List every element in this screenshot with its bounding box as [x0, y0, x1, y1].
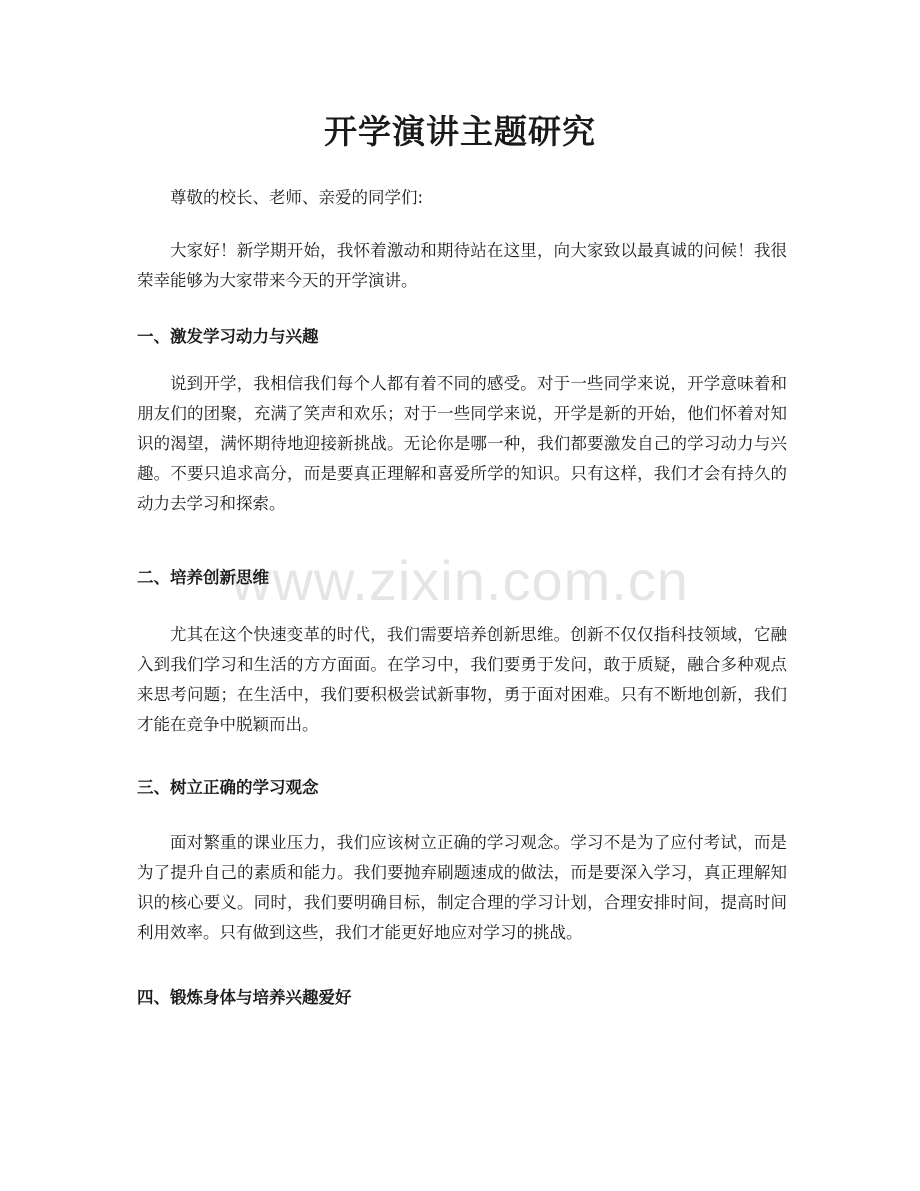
section-heading-3: 三、树立正确的学习观念: [137, 778, 319, 797]
section-heading-2: 二、培养创新思维: [137, 568, 269, 587]
greeting-paragraph: 尊敬的校长、老师、亲爱的同学们:: [170, 188, 424, 207]
intro-paragraph: 大家好！新学期开始，我怀着激动和期待站在这里，向大家致以最真诚的问候！我很荣幸能够为大家带来今天的开学演讲。: [137, 241, 787, 290]
document-title: 开学演讲主题研究: [324, 112, 596, 151]
section-heading-4: 四、锻炼身体与培养兴趣爱好: [137, 988, 352, 1007]
section-body-2: 尤其在这个快速变革的时代，我们需要培养创新思维。创新不仅仅指科技领域，它融入到我们学习和生活的方方面面。在学习中，我们要勇于发问，敢于质疑，融合多种观点来思考问题；在生活中，我们要积极尝试新事物，勇于面对困难。只有不断地创新，我们才能在竞争中脱颖而出。: [137, 625, 787, 734]
watermark-text: www.zixin.com.cn: [231, 549, 689, 612]
section-heading-1: 一、激发学习动力与兴趣: [137, 327, 319, 346]
section-body-1: 说到开学，我相信我们每个人都有着不同的感受。对于一些同学来说，开学意味着和朋友们的团聚，充满了笑声和欢乐；对于一些同学来说，开学是新的开始，他们怀着对知识的渴望，满怀期待地迎接新挑战。无论你是哪一种，我们都要激发自己的学习动力与兴趣。不要只追求高分，而是要真正理解和喜爱所学的知识。只有这样，我们才会有持久的动力去学习和探索。: [137, 374, 787, 513]
section-body-3: 面对繁重的课业压力，我们应该树立正确的学习观念。学习不是为了应付考试，而是为了提升自己的素质和能力。我们要抛弃刷题速成的做法，而是要深入学习，真正理解知识的核心要义。同时，我们要明确目标，制定合理的学习计划，合理安排时间，提高时间利用效率。只有做到这些，我们才能更好地应对学习的挑战。: [137, 833, 787, 942]
